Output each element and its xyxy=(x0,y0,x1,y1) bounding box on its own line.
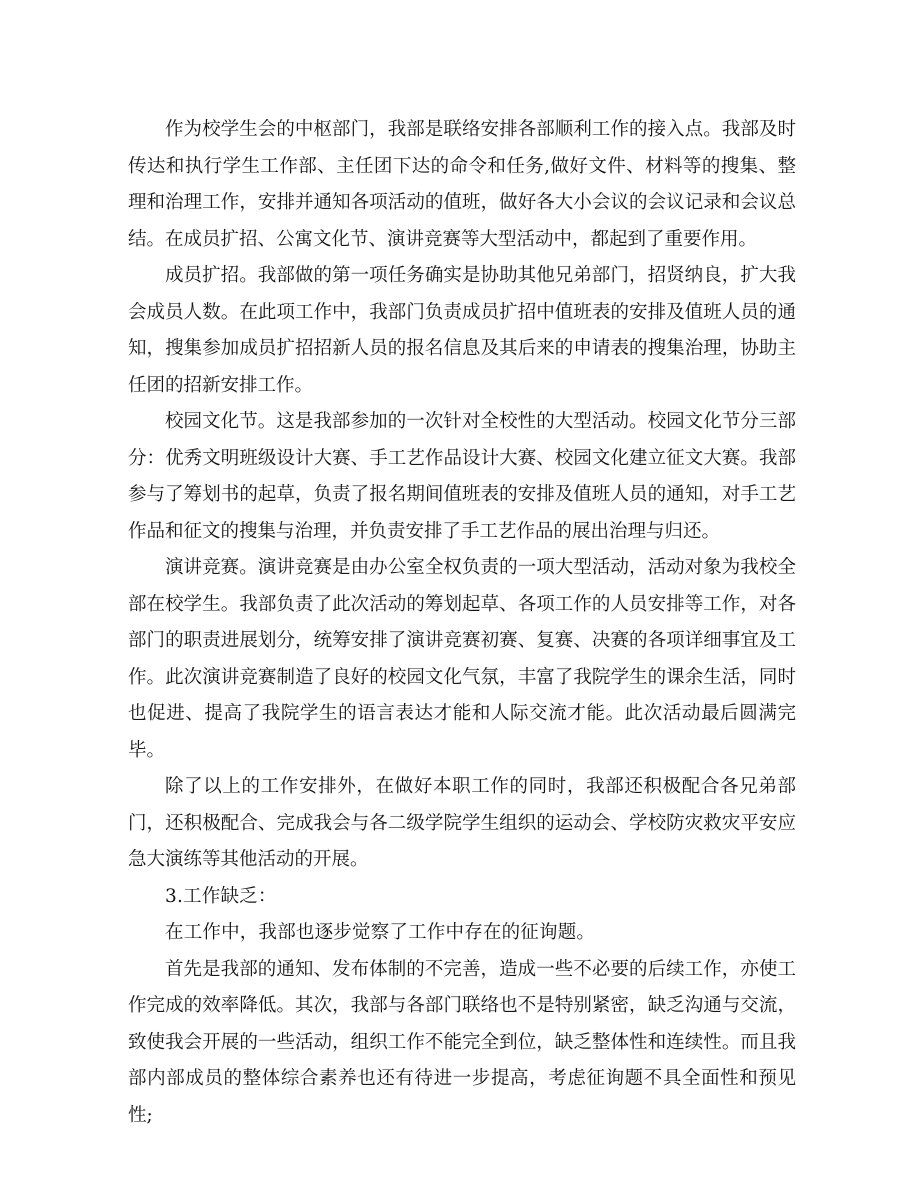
paragraph-campus-culture-festival: 校园文化节。这是我部参加的一次针对全校性的大型活动。校园文化节分三部分：优秀文明班级设计大赛、手工艺作品设计大赛、校园文化建立征文大赛。我部参与了筹划书的起草，负责了报名期间值班表的安排及值班人员的通知，对手工艺作品和征文的搜集与治理，并负责安排了手工艺作品的展出治理与归还。 xyxy=(128,411,796,542)
paragraph-intro: 作为校学生会的中枢部门，我部是联络安排各部顺利工作的接入点。我部及时传达和执行学生工作部、主任团下达的命令和任务,做好文件、材料等的搜集、整理和治理工作，安排并通知各项活动的值班，做好各大小会议的会议记录和会议总结。在成员扩招、公寓文化节、演讲竞赛等大型活动中，都起到了重要作用。 xyxy=(128,119,796,250)
paragraph-other-work: 除了以上的工作安排外，在做好本职工作的同时，我部还积极配合各兄弟部门，还积极配合、完成我会与各二级学院学生组织的运动会、学校防灾救灾平安应急大演练等其他活动的开展。 xyxy=(128,776,796,870)
paragraph-speech-contest: 演讲竞赛。演讲竞赛是由办公室全权负责的一项大型活动，活动对象为我校全部在校学生。我部负责了此次活动的筹划起草、各项工作的人员安排等工作，对各部门的职责进展划分，统筹安排了演讲竞赛初赛、复赛、决赛的各项详细事宜及工作。此次演讲竞赛制造了良好的校园文化气氛，丰富了我院学生的课余生活，同时也促进、提高了我院学生的语言表达才能和人际交流才能。此次活动最后圆满完毕。 xyxy=(128,557,796,761)
paragraph-problems-intro: 在工作中，我部也逐步觉察了工作中存在的征询题。 xyxy=(165,922,596,943)
paragraph-problems-detail: 首先是我部的通知、发布体制的不完善，造成一些不必要的后续工作，亦使工作完成的效率降低。其次，我部与各部门联络也不是特别紧密，缺乏沟通与交流，致使我会开展的一些活动，组织工作不能完全到位，缺乏整体性和连续性。而且我部内部成员的整体综合素养也还有待进一步提高，考虑征询题不具全面性和预见性; xyxy=(128,958,796,1126)
document-body xyxy=(128,112,796,1134)
paragraph-member-recruitment: 成员扩招。我部做的第一项任务确实是协助其他兄弟部门，招贤纳良，扩大我会成员人数。在此项工作中，我部门负责成员扩招中值班表的安排及值班人员的通知，搜集参加成员扩招招新人员的报名信息及其后来的申请表的搜集治理，协助主任团的招新安排工作。 xyxy=(128,265,796,396)
section-heading-shortcomings: 3.工作缺乏： xyxy=(165,885,277,907)
